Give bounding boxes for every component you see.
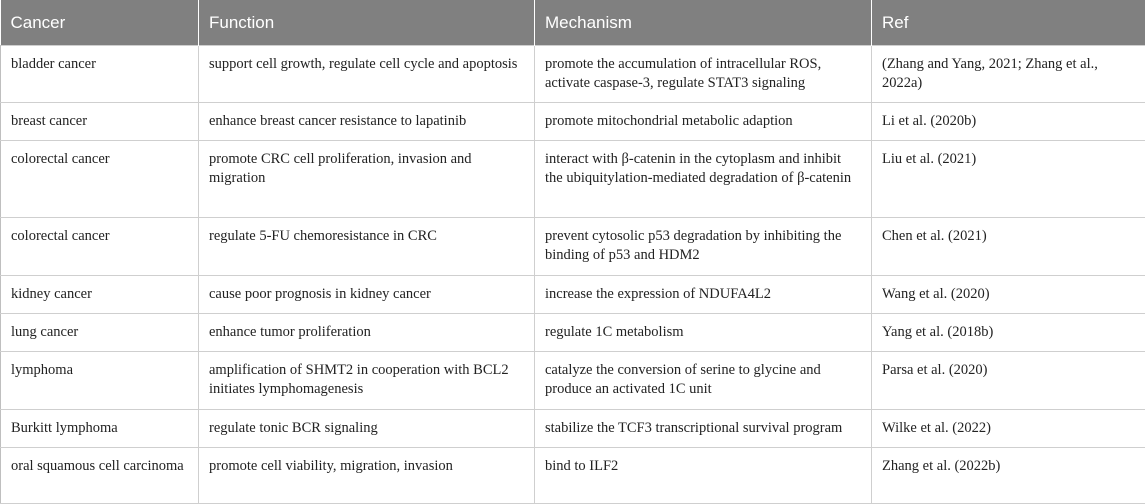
cell-function: amplification of SHMT2 in cooperation with BCL2 initiates lymphomagenesis [199, 352, 535, 410]
table-row [1, 352, 1145, 410]
cell-function: regulate 5-FU chemoresistance in CRC [199, 218, 535, 276]
cell-function: cause poor prognosis in kidney cancer [199, 276, 535, 314]
table-row [1, 314, 1145, 352]
cell-function: support cell growth, regulate cell cycle and apoptosis [199, 46, 535, 103]
cell-cancer: oral squamous cell carcinoma [1, 448, 199, 504]
cell-ref: Chen et al. (2021) [872, 218, 1145, 276]
cell-mechanism: increase the expression of NDUFA4L2 [535, 276, 872, 314]
cell-mechanism: stabilize the TCF3 transcriptional survival program [535, 410, 872, 448]
cell-mechanism: prevent cytosolic p53 degradation by inhibiting the binding of p53 and HDM2 [535, 218, 872, 276]
header-function: Function [199, 0, 535, 46]
table-row [1, 103, 1145, 141]
cell-cancer: breast cancer [1, 103, 199, 141]
cell-cancer: lung cancer [1, 314, 199, 352]
header-ref: Ref [872, 0, 1145, 46]
cell-mechanism: regulate 1C metabolism [535, 314, 872, 352]
cell-function: promote CRC cell proliferation, invasion and migration [199, 141, 535, 218]
cell-function: promote cell viability, migration, invasion [199, 448, 535, 504]
table-row [1, 448, 1145, 504]
header-row [1, 0, 1145, 46]
cell-function: regulate tonic BCR signaling [199, 410, 535, 448]
cell-ref: Parsa et al. (2020) [872, 352, 1145, 410]
cell-cancer: kidney cancer [1, 276, 199, 314]
cell-mechanism: promote mitochondrial metabolic adaption [535, 103, 872, 141]
cell-ref: Wang et al. (2020) [872, 276, 1145, 314]
cell-ref: Liu et al. (2021) [872, 141, 1145, 218]
cell-cancer: lymphoma [1, 352, 199, 410]
cell-ref: (Zhang and Yang, 2021; Zhang et al., 2022a) [872, 46, 1145, 103]
table-row [1, 410, 1145, 448]
header-cancer: Cancer [1, 0, 199, 46]
cell-cancer: Burkitt lymphoma [1, 410, 199, 448]
cell-mechanism: bind to ILF2 [535, 448, 872, 504]
cell-ref: Li et al. (2020b) [872, 103, 1145, 141]
cell-mechanism: interact with β-catenin in the cytoplasm and inhibit the ubiquitylation-mediated degradation of β-catenin [535, 141, 872, 218]
cell-ref: Yang et al. (2018b) [872, 314, 1145, 352]
cell-ref: Zhang et al. (2022b) [872, 448, 1145, 504]
cell-ref: Wilke et al. (2022) [872, 410, 1145, 448]
table-header [1, 0, 1145, 46]
cell-mechanism: promote the accumulation of intracellular ROS, activate caspase-3, regulate STAT3 signaling [535, 46, 872, 103]
cell-cancer: colorectal cancer [1, 141, 199, 218]
cell-function: enhance tumor proliferation [199, 314, 535, 352]
table-row [1, 141, 1145, 218]
cell-cancer: bladder cancer [1, 46, 199, 103]
table-row [1, 218, 1145, 276]
table-row [1, 276, 1145, 314]
cell-mechanism: catalyze the conversion of serine to glycine and produce an activated 1C unit [535, 352, 872, 410]
header-mechanism: Mechanism [535, 0, 872, 46]
table-body [1, 46, 1145, 504]
table-row [1, 46, 1145, 103]
cell-function: enhance breast cancer resistance to lapatinib [199, 103, 535, 141]
cell-cancer: colorectal cancer [1, 218, 199, 276]
